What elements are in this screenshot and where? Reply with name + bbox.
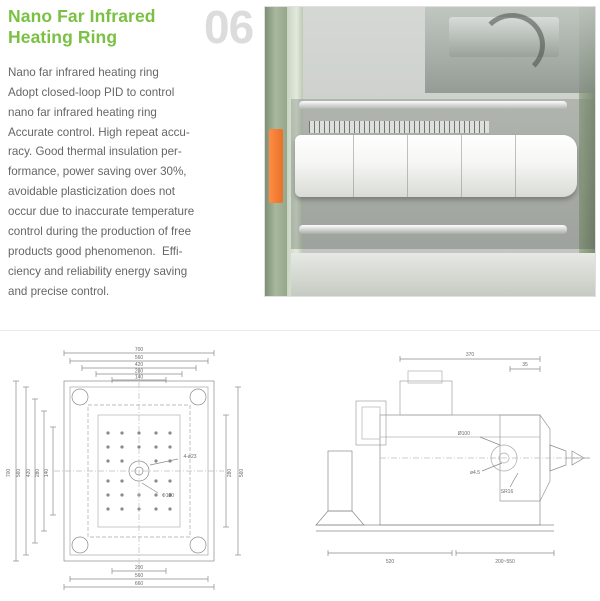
- tie-bar-upper: [299, 101, 567, 110]
- feature-description: [8, 63, 240, 302]
- note-sr16: SR16: [500, 489, 514, 495]
- note-diameter-45: ø4.5: [469, 470, 480, 476]
- machine-base-rail: [291, 253, 595, 296]
- desc-line: avoidable plasticization does not: [8, 185, 175, 199]
- dim-bottom-2: 560: [134, 573, 144, 579]
- dim-right-1: 280: [227, 468, 233, 478]
- dim-bottom-3: 660: [134, 581, 144, 587]
- dim-top-1: 700: [134, 347, 144, 353]
- dim-left-5: 140: [44, 468, 50, 478]
- dim-left-2: 560: [16, 468, 22, 478]
- note-bore-count: 4-ø23: [183, 454, 197, 460]
- photo-background: [265, 7, 595, 296]
- desc-line: Accurate control. High repeat accu-: [8, 125, 190, 139]
- measuring-scale: [309, 121, 489, 133]
- note-diameter-100: Ø100: [457, 431, 470, 437]
- dim-left-3: 420: [26, 468, 32, 478]
- dim-bottom-520: 520: [385, 559, 395, 565]
- tie-bar-lower: [299, 225, 567, 234]
- machine-drawing-svg: [304, 341, 600, 596]
- platen-drawing-svg: [2, 341, 302, 596]
- heating-ring-barrel: [295, 135, 577, 197]
- desc-line: Nano far infrared heating ring: [8, 65, 159, 79]
- desc-line: control during the production of free: [8, 225, 192, 239]
- dim-right-2: 560: [239, 468, 245, 478]
- page-title: Nano Far Infrared Heating Ring: [8, 6, 156, 48]
- dim-left-1: 700: [6, 468, 12, 478]
- desc-line: and precise control.: [8, 285, 110, 298]
- technical-drawings: [0, 330, 600, 601]
- feature-text-column: [8, 1, 254, 302]
- dim-top-35: 35: [522, 362, 528, 368]
- desc-line: racy. Good thermal insulation per-: [8, 145, 182, 159]
- dim-top-2: 560: [134, 355, 144, 361]
- desc-line: ciency and reliability energy saving: [8, 265, 188, 279]
- dim-top-5: 140: [134, 374, 144, 381]
- orange-clamp: [269, 129, 283, 203]
- hydraulic-hose: [479, 13, 545, 77]
- desc-line: nano far infrared heating ring: [8, 105, 157, 119]
- dim-bottom-1: 200: [134, 565, 144, 571]
- desc-line: products good phenomenon. Effi-: [8, 245, 183, 259]
- feature-number: 06: [204, 1, 254, 53]
- platen-drawing: [2, 341, 302, 596]
- dim-top-4: 280: [134, 368, 144, 375]
- desc-line: formance, power saving over 30%,: [8, 165, 187, 179]
- dim-top-370: 370: [465, 352, 475, 358]
- note-center-bore: Ф120: [161, 493, 175, 499]
- machine-drawing: [304, 341, 600, 596]
- dim-bottom-stroke: 200~550: [495, 559, 515, 565]
- dim-left-4: 280: [35, 468, 41, 478]
- desc-line: occur due to inaccurate temperature: [8, 205, 195, 219]
- product-photo: [264, 6, 596, 297]
- desc-line: Adopt closed-loop PID to control: [8, 85, 175, 99]
- dim-top-3: 420: [134, 362, 144, 368]
